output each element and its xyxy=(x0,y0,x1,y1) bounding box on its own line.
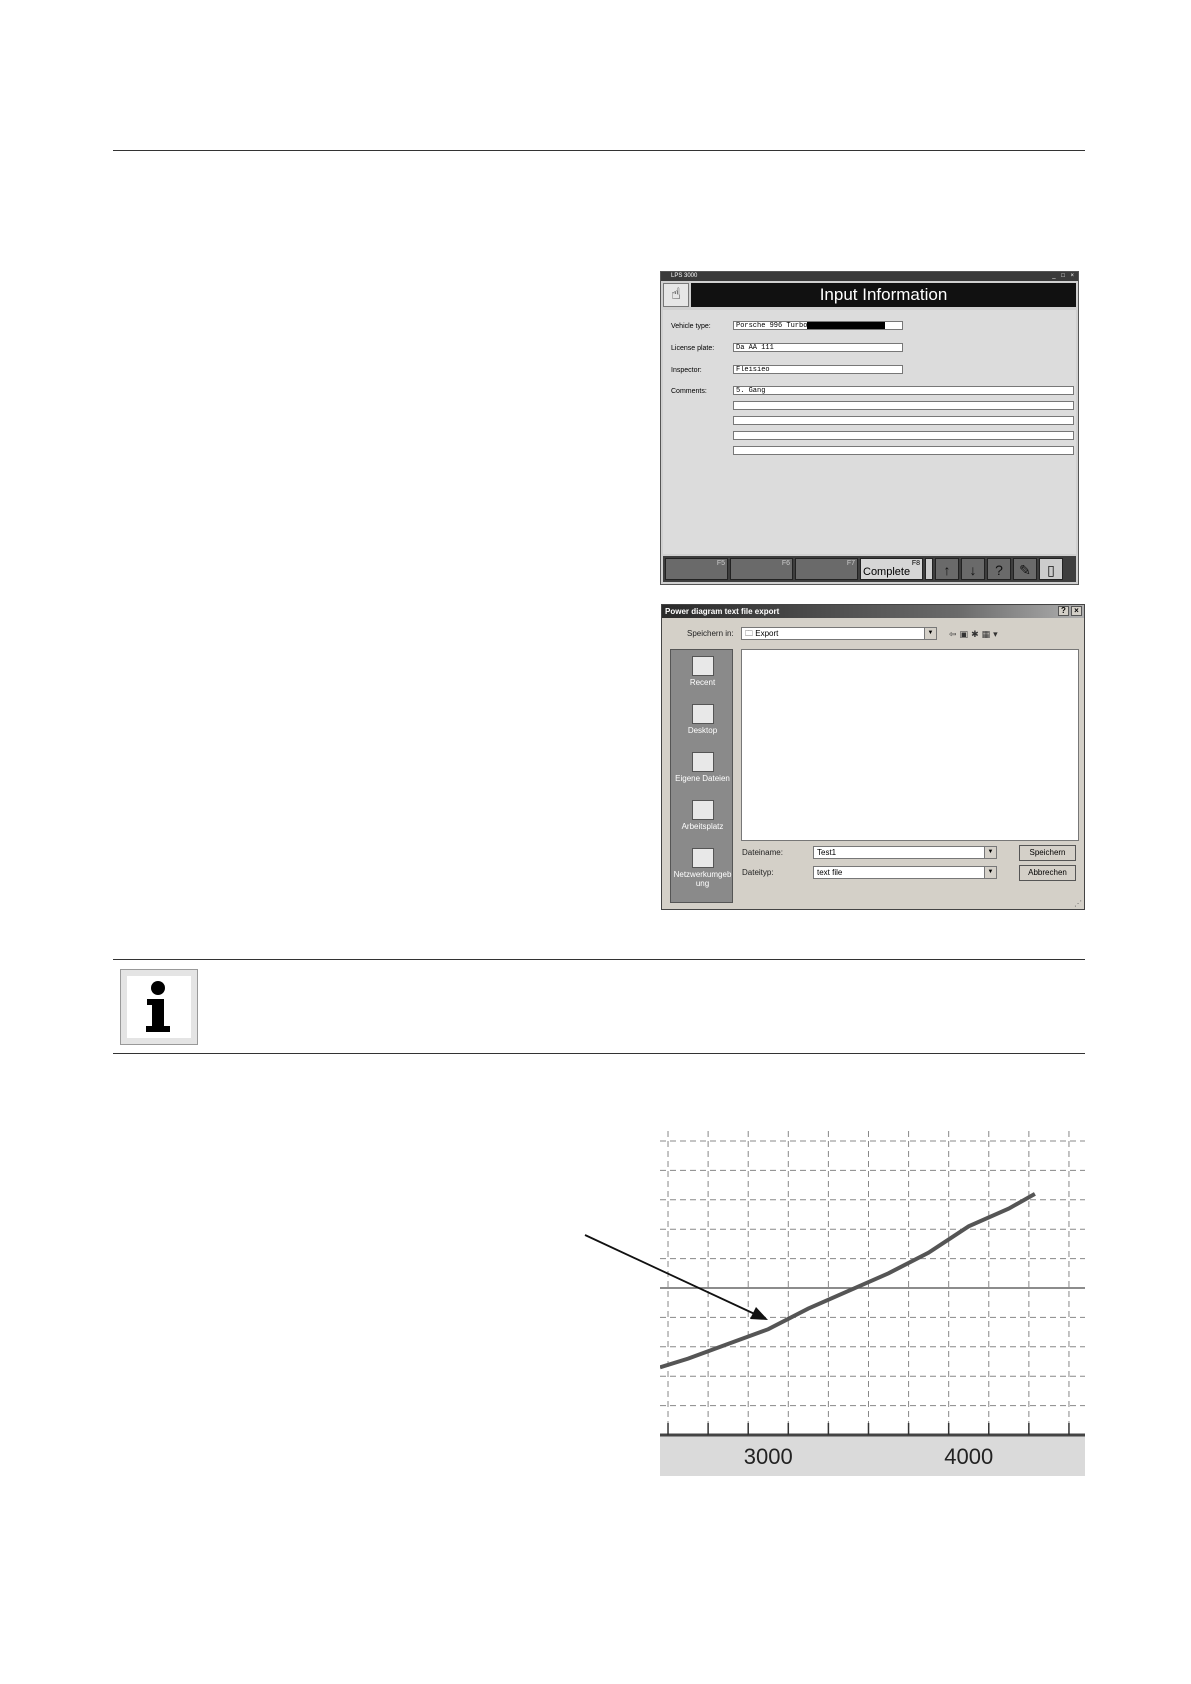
back-icon[interactable]: ⇦ xyxy=(949,629,960,639)
save-in-dropdown[interactable]: 🗀 Export ▼ xyxy=(741,627,937,640)
view-menu-icon[interactable]: ▦▾ xyxy=(981,629,1001,639)
function-key-bar xyxy=(663,556,1076,582)
window-title: LPS 3000 xyxy=(671,273,698,279)
inspector-label: Inspector: xyxy=(671,367,702,374)
dialog-titlebar xyxy=(662,605,1084,618)
place-desktop[interactable]: Desktop xyxy=(671,704,734,735)
new-folder-icon[interactable]: ✱ xyxy=(971,629,982,639)
x-axis-band xyxy=(660,1435,1085,1476)
place-recent[interactable]: Recent xyxy=(671,656,734,687)
down-arrow-icon[interactable]: ↓ xyxy=(961,558,985,580)
place-computer[interactable]: Arbeitsplatz xyxy=(671,800,734,831)
f7-key[interactable]: F7 xyxy=(795,558,858,580)
chevron-down-icon: ▼ xyxy=(924,628,936,639)
filetype-dropdown[interactable]: text file ▼ xyxy=(813,866,997,879)
tools-icon[interactable]: ✎ xyxy=(1013,558,1037,580)
chevron-down-icon: ▼ xyxy=(984,867,996,878)
recent-icon xyxy=(692,656,714,676)
comments-line-1[interactable]: 5. Gang xyxy=(733,386,1074,395)
info-top-rule xyxy=(113,959,1085,960)
inspector-field[interactable]: Fleisieo xyxy=(733,365,903,374)
comments-line-4[interactable] xyxy=(733,431,1074,440)
text-cursor-highlight xyxy=(807,322,885,329)
f5-key[interactable]: F5 xyxy=(665,558,728,580)
vehicle-type-field[interactable]: Porsche 996 Turbo xyxy=(733,321,903,330)
save-file-dialog xyxy=(661,604,1085,910)
places-bar xyxy=(670,649,733,903)
file-list[interactable] xyxy=(741,649,1079,841)
info-glyph xyxy=(127,976,191,1038)
x-axis-ticks xyxy=(668,1423,1069,1435)
filename-label: Dateiname: xyxy=(742,848,783,857)
place-network[interactable]: Netzwerkumgeb ung xyxy=(671,848,734,888)
folder-icon: 🗀 xyxy=(745,629,756,638)
info-icon xyxy=(120,969,198,1045)
x-tick-label: 4000 xyxy=(944,1444,994,1469)
f6-key[interactable]: F6 xyxy=(730,558,793,580)
chevron-down-icon: ▼ xyxy=(984,847,996,858)
license-plate-label: License plate: xyxy=(671,345,715,352)
comments-label: Comments: xyxy=(671,388,707,395)
thumbs-up-icon[interactable]: ☝ xyxy=(663,283,689,307)
resize-grip-icon[interactable]: ⋰ xyxy=(1074,899,1082,908)
comments-line-5[interactable] xyxy=(733,446,1074,455)
device-icon[interactable]: ▯ xyxy=(1039,558,1063,580)
header-title: Input Information xyxy=(691,283,1076,307)
pointer-arrow xyxy=(583,1233,773,1323)
window-titlebar xyxy=(661,272,1078,281)
save-in-label: Speichern in: xyxy=(687,629,734,638)
top-rule xyxy=(113,150,1085,151)
license-plate-field[interactable]: Da AA 111 xyxy=(733,343,903,352)
cancel-button[interactable]: Abbrechen xyxy=(1019,865,1076,881)
complete-button[interactable]: Complete F8 xyxy=(860,558,923,580)
filetype-label: Dateityp: xyxy=(742,868,774,877)
x-tick-label: 3000 xyxy=(743,1444,793,1469)
comments-line-2[interactable] xyxy=(733,401,1074,410)
place-my-files[interactable]: Eigene Dateien xyxy=(671,752,734,783)
close-button[interactable]: × xyxy=(1071,606,1082,616)
dialog-title: Power diagram text file export xyxy=(665,607,780,616)
up-folder-icon[interactable]: ▣ xyxy=(959,629,972,639)
dialog-toolbar[interactable] xyxy=(949,629,1001,640)
separator-key xyxy=(925,558,933,580)
network-icon xyxy=(692,848,714,868)
save-button[interactable]: Speichern xyxy=(1019,845,1076,861)
vehicle-type-label: Vehicle type: xyxy=(671,323,711,330)
form-area xyxy=(663,310,1076,554)
help-icon[interactable]: ? xyxy=(987,558,1011,580)
up-arrow-icon[interactable]: ↑ xyxy=(935,558,959,580)
computer-icon xyxy=(692,800,714,820)
window-controls[interactable]: _ □ × xyxy=(1052,273,1076,279)
input-information-window xyxy=(660,271,1079,585)
help-button[interactable]: ? xyxy=(1058,606,1069,616)
documents-icon xyxy=(692,752,714,772)
comments-line-3[interactable] xyxy=(733,416,1074,425)
filename-input[interactable]: Test1 ▼ xyxy=(813,846,997,859)
desktop-icon xyxy=(692,704,714,724)
info-bottom-rule xyxy=(113,1053,1085,1054)
arrow-shaft xyxy=(585,1235,759,1316)
